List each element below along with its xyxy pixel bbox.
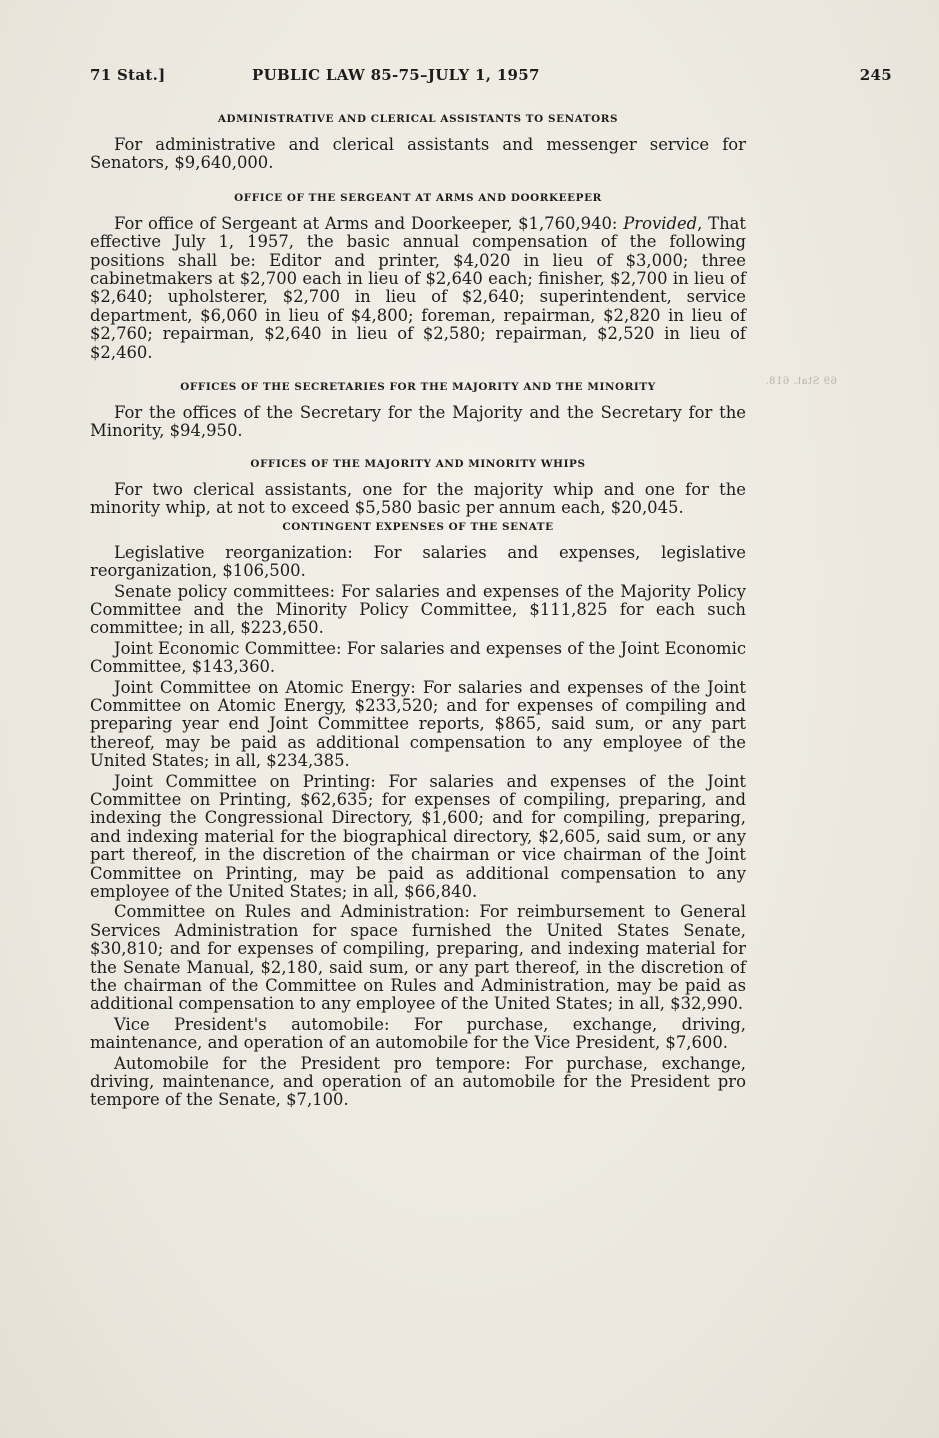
paragraph: For two clerical assistants, one for the majority whip and one for the minority whip, at not to exceed $5,580 basic per annum each, $20,045. bbox=[90, 479, 746, 518]
paragraph: Vice President's automobile: For purchase, exchange, driving, maintenance, and operation of an automobile for the Vice President, $7,600. bbox=[90, 1014, 746, 1053]
volume-citation: 71 Stat.] bbox=[90, 66, 166, 84]
paragraph: Joint Committee on Atomic Energy: For salaries and expenses of the Joint Committee on Atomic Energy, $233,520; and for expenses of compiling and preparing year end Joint Committee reports, $865, said sum, or any part thereof, may be paid as additional compensation to any employee of the United States; in all, $234,385. bbox=[90, 677, 746, 771]
main-text-column bbox=[90, 112, 746, 1112]
paragraph: Committee on Rules and Administration: For reimbursement to General Services Administration for space furnished the United States Senate, $30,810; and for expenses of compiling, preparing, and indexing material for the Senate Manual, $2,180, said sum, or any part thereof, in the discretion of the chairman of the Committee on Rules and Administration, may be paid as additional compensation to any employee of the United States; in all, $32,990. bbox=[90, 902, 746, 1014]
section-heading: OFFICES OF THE SECRETARIES FOR THE MAJORITY AND THE MINORITY bbox=[180, 381, 656, 394]
running-title: PUBLIC LAW 85-75–JULY 1, 1957 bbox=[252, 66, 540, 84]
paragraph: For administrative and clerical assistants and messenger service for Senators, $9,640,000. bbox=[90, 135, 746, 173]
paragraph: Legislative reorganization: For salaries and expenses, legislative reorganization, $106,500. bbox=[90, 542, 746, 581]
provided-italic: Provided bbox=[623, 213, 698, 233]
page-number: 245 bbox=[859, 66, 892, 84]
section-heading: ADMINISTRATIVE AND CLERICAL ASSISTANTS TO SENATORS bbox=[217, 113, 619, 125]
paragraph: For office of Sergeant at Arms and Doorkeeper, $1,760,940: Provided, That effective July 1, 1957, the basic annual compensation of the following positions shall be: Editor and printer, $4,020 in lieu of $3,000; three cabinetmakers at $2,700 each in lieu of $2,640 each; finisher, $2,700 in lieu of $2,640; upholsterer, $2,700 in lieu of $2,640; superintendent, service department, $6,060 in lieu of $4,800; foreman, repairman, $2,820 in lieu of $2,760; repairman, $2,640 in lieu of $2,580; repairman, $2,520 in lieu of $2,460. bbox=[90, 213, 746, 362]
paragraph: Joint Committee on Printing: For salaries and expenses of the Joint Committee on Printing, $62,635; for expenses of compiling, preparing, and indexing the Congressional Directory, $1,600; and for compiling, preparing, and indexing material for the biographical directory, $2,605, said sum, or any part thereof, in the discretion of the chairman or vice chairman of the Joint Committee on Printing, may be paid as additional compensation to any employee of the United States; in all, $66,840. bbox=[90, 771, 746, 901]
bleed-through-margin-note: 69 Stat. 618. bbox=[765, 376, 837, 387]
paragraph: Senate policy committees: For salaries and expenses of the Majority Policy Committee and the Minority Policy Committee, $111,825 for each such committee; in all, $223,650. bbox=[90, 581, 746, 638]
section-heading: OFFICES OF THE MAJORITY AND MINORITY WHIPS bbox=[250, 457, 586, 470]
paragraph: Automobile for the President pro tempore: For purchase, exchange, driving, maintenance, and operation of an automobile for the President pro tempore of the Senate, $7,100. bbox=[90, 1053, 746, 1110]
paragraph: For the offices of the Secretary for the Majority and the Secretary for the Minority, $94,950. bbox=[90, 403, 746, 441]
section-senators-assistants bbox=[90, 112, 746, 173]
section-contingent-expenses bbox=[90, 520, 746, 1110]
section-sergeant-at-arms bbox=[90, 191, 746, 362]
section-heading: OFFICE OF THE SERGEANT AT ARMS AND DOORKEEPER bbox=[234, 191, 602, 204]
paragraph: Joint Economic Committee: For salaries and expenses of the Joint Economic Committee, $143,360. bbox=[90, 638, 746, 677]
section-secretaries bbox=[90, 380, 746, 441]
section-heading: CONTINGENT EXPENSES OF THE SENATE bbox=[282, 520, 554, 533]
section-whips bbox=[90, 457, 746, 518]
